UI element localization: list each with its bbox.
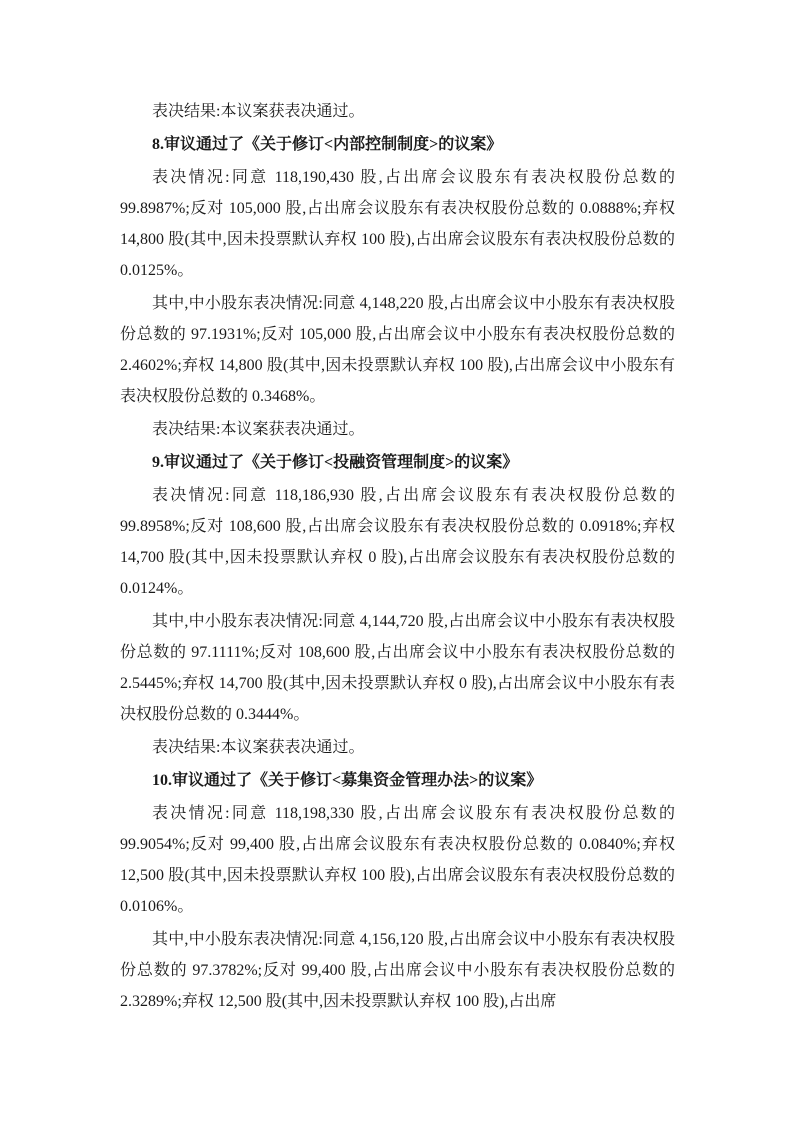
proposal-8-minority-vote-details: 其中,中小股东表决情况:同意 4,148,220 股,占出席会议中小股东有表决权股份总数的 97.1931%;反对 105,000 股,占出席会议中小股东有表决权股份总数的 2.4602%;弃权 14,800 股(其中,因未投票默认弃权 100 股),占出席会议中小股东有表决权股份总数的 0.3468%。 bbox=[120, 295, 675, 405]
proposal-9-vote-details: 表决情况:同意 118,186,930 股,占出席会议股东有表决权股份总数的 99.8958%;反对 108,600 股,占出席会议股东有表决权股份总数的 0.0918%;弃权 14,700 股(其中,因未投票默认弃权 0 股),占出席会议股东有表决权股份总数的 0.0124%。 bbox=[120, 487, 675, 597]
proposal-10-minority-vote-details: 其中,中小股东表决情况:同意 4,156,120 股,占出席会议中小股东有表决权股份总数的 97.3782%;反对 99,400 股,占出席会议中小股东有表决权股份总数的 2.3289%;弃权 12,500 股(其中,因未投票默认弃权 100 股),占出席 bbox=[120, 931, 675, 1010]
proposal-8-vote-result: 表决结果:本议案获表决通过。 bbox=[152, 421, 365, 438]
vote-result-text: 表决结果:本议案获表决通过。 bbox=[152, 103, 365, 120]
proposal-10-vote-details: 表决情况:同意 118,198,330 股,占出席会议股东有表决权股份总数的 99.9054%;反对 99,400 股,占出席会议股东有表决权股份总数的 0.0840%;弃权 12,500 股(其中,因未投票默认弃权 100 股),占出席会议股东有表决权股份总数的 0.0106%。 bbox=[120, 805, 675, 915]
proposal-9-heading: 9.审议通过了《关于修订<投融资管理制度>的议案》 bbox=[152, 454, 519, 471]
proposal-10-heading: 10.审议通过了《关于修订<募集资金管理办法>的议案》 bbox=[152, 772, 543, 789]
proposal-8-heading: 8.审议通过了《关于修订<内部控制制度>的议案》 bbox=[152, 136, 503, 153]
proposal-9-minority-vote-details: 其中,中小股东表决情况:同意 4,144,720 股,占出席会议中小股东有表决权股份总数的 97.1111%;反对 108,600 股,占出席会议中小股东有表决权股份总数的 2.5445%;弃权 14,700 股(其中,因未投票默认弃权 0 股),占出席会议中小股东有表决权股份总数的 0.3444%。 bbox=[120, 613, 675, 723]
proposal-8-vote-details: 表决情况:同意 118,190,430 股,占出席会议股东有表决权股份总数的 99.8987%;反对 105,000 股,占出席会议股东有表决权股份总数的 0.0888%;弃权 14,800 股(其中,因未投票默认弃权 100 股),占出席会议股东有表决权股份总数的 0.0125%。 bbox=[120, 169, 675, 279]
proposal-9-vote-result: 表决结果:本议案获表决通过。 bbox=[152, 739, 365, 756]
